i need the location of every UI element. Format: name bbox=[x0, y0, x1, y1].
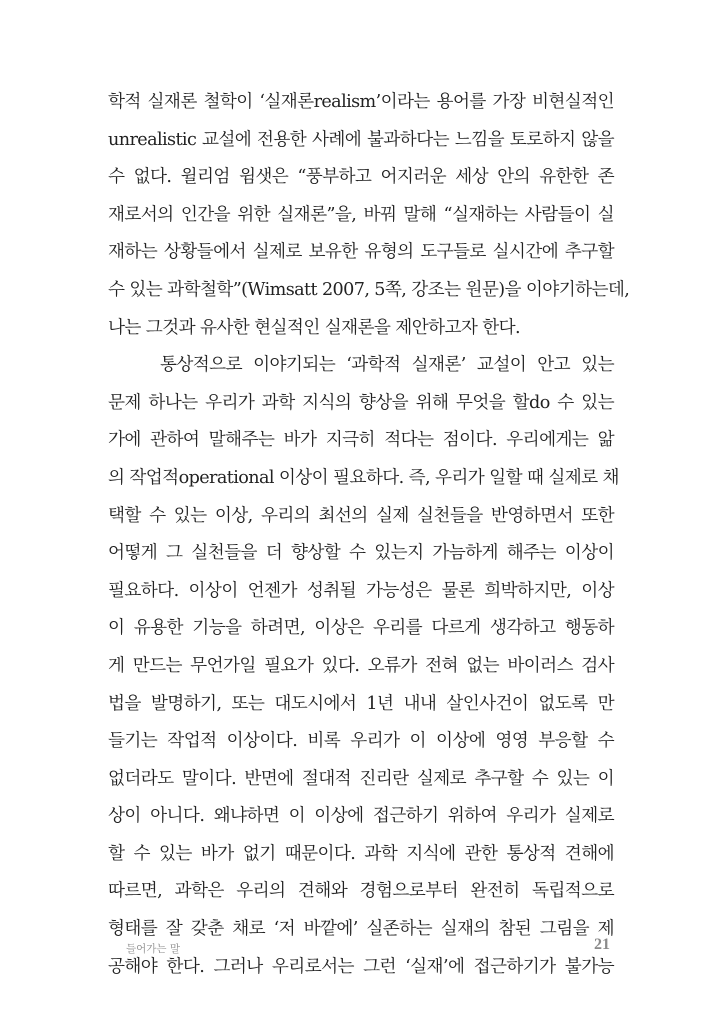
text-line: 상이 아니다. 왜냐하면 이 이상에 접근하기 위하여 우리가 실제로 bbox=[108, 806, 614, 827]
text-line: 따르면, 과학은 우리의 견해와 경험으로부터 완전히 독립적으로 bbox=[108, 881, 614, 902]
text-line: 재로서의 인간을 위한 실재론”을, 바꿔 말해 “실재하는 사람들이 실 bbox=[108, 204, 614, 225]
text-line: 택할 수 있는 이상, 우리의 최선의 실제 실천들을 반영하면서 또한 bbox=[108, 505, 614, 526]
text-line: 법을 발명하기, 또는 대도시에서 1년 내내 살인사건이 없도록 만 bbox=[108, 693, 614, 714]
body-text bbox=[108, 84, 630, 986]
page-number: 21 bbox=[594, 936, 610, 953]
text-line: 할 수 있는 바가 없기 때문이다. 과학 지식에 관한 통상적 견해에 bbox=[108, 843, 614, 864]
paragraph-end-line: 나는 그것과 유사한 현실적인 실재론을 제안하고자 한다. bbox=[108, 317, 521, 338]
text-line: 수 없다. 윌리엄 윔샛은 “풍부하고 어지러운 세상 안의 유한한 존 bbox=[108, 167, 614, 188]
text-line: 게 만드는 무언가일 필요가 있다. 오류가 전혀 없는 바이러스 검사 bbox=[108, 655, 614, 676]
text-line: 의 작업적operational 이상이 필요하다. 즉, 우리가 일할 때 실제로 채 bbox=[108, 467, 619, 488]
text-line: 가에 관하여 말해주는 바가 지극히 적다는 점이다. 우리에게는 앎 bbox=[108, 430, 614, 451]
text-line: 재하는 상황들에서 실제로 보유한 유형의 도구들로 실시간에 추구할 bbox=[108, 242, 614, 263]
text-line: 학적 실재론 철학이 ‘실재론realism’이라는 용어를 가장 비현실적인 bbox=[108, 92, 614, 112]
text-line: 문제 하나는 우리가 과학 지식의 향상을 위해 무엇을 할do 수 있는 bbox=[108, 392, 614, 413]
text-line: 형태를 잘 갖춘 채로 ‘저 바깥에’ 실존하는 실재의 참된 그림을 제 bbox=[108, 919, 614, 940]
text-line: 들기는 작업적 이상이다. 비록 우리가 이 이상에 영영 부응할 수 bbox=[108, 731, 614, 752]
text-line: 이 유용한 기능을 하려면, 이상은 우리를 다르게 생각하고 행동하 bbox=[108, 618, 614, 639]
running-footer-section-title: 들어가는 말 bbox=[126, 943, 181, 955]
text-line: unrealistic 교설에 전용한 사례에 불과하다는 느낌을 토로하지 않을 bbox=[108, 129, 614, 150]
text-line: 없더라도 말이다. 반면에 절대적 진리란 실제로 추구할 수 있는 이 bbox=[108, 768, 614, 789]
text-line: 어떻게 그 실천들을 더 향상할 수 있는지 가늠하게 해주는 이상이 bbox=[108, 543, 614, 564]
text-line: 공해야 한다. 그러나 우리로서는 그런 ‘실재’에 접근하기가 불가능 bbox=[108, 956, 614, 977]
text-line: 수 있는 과학철학”(Wimsatt 2007, 5쪽, 강조는 원문)을 이야기하는데, bbox=[108, 279, 630, 300]
text-line: 필요하다. 이상이 언젠가 성취될 가능성은 물론 희박하지만, 이상 bbox=[108, 580, 614, 601]
paragraph-start-line: 통상적으로 이야기되는 ‘과학적 실재론’ 교설이 안고 있는 bbox=[160, 355, 614, 376]
